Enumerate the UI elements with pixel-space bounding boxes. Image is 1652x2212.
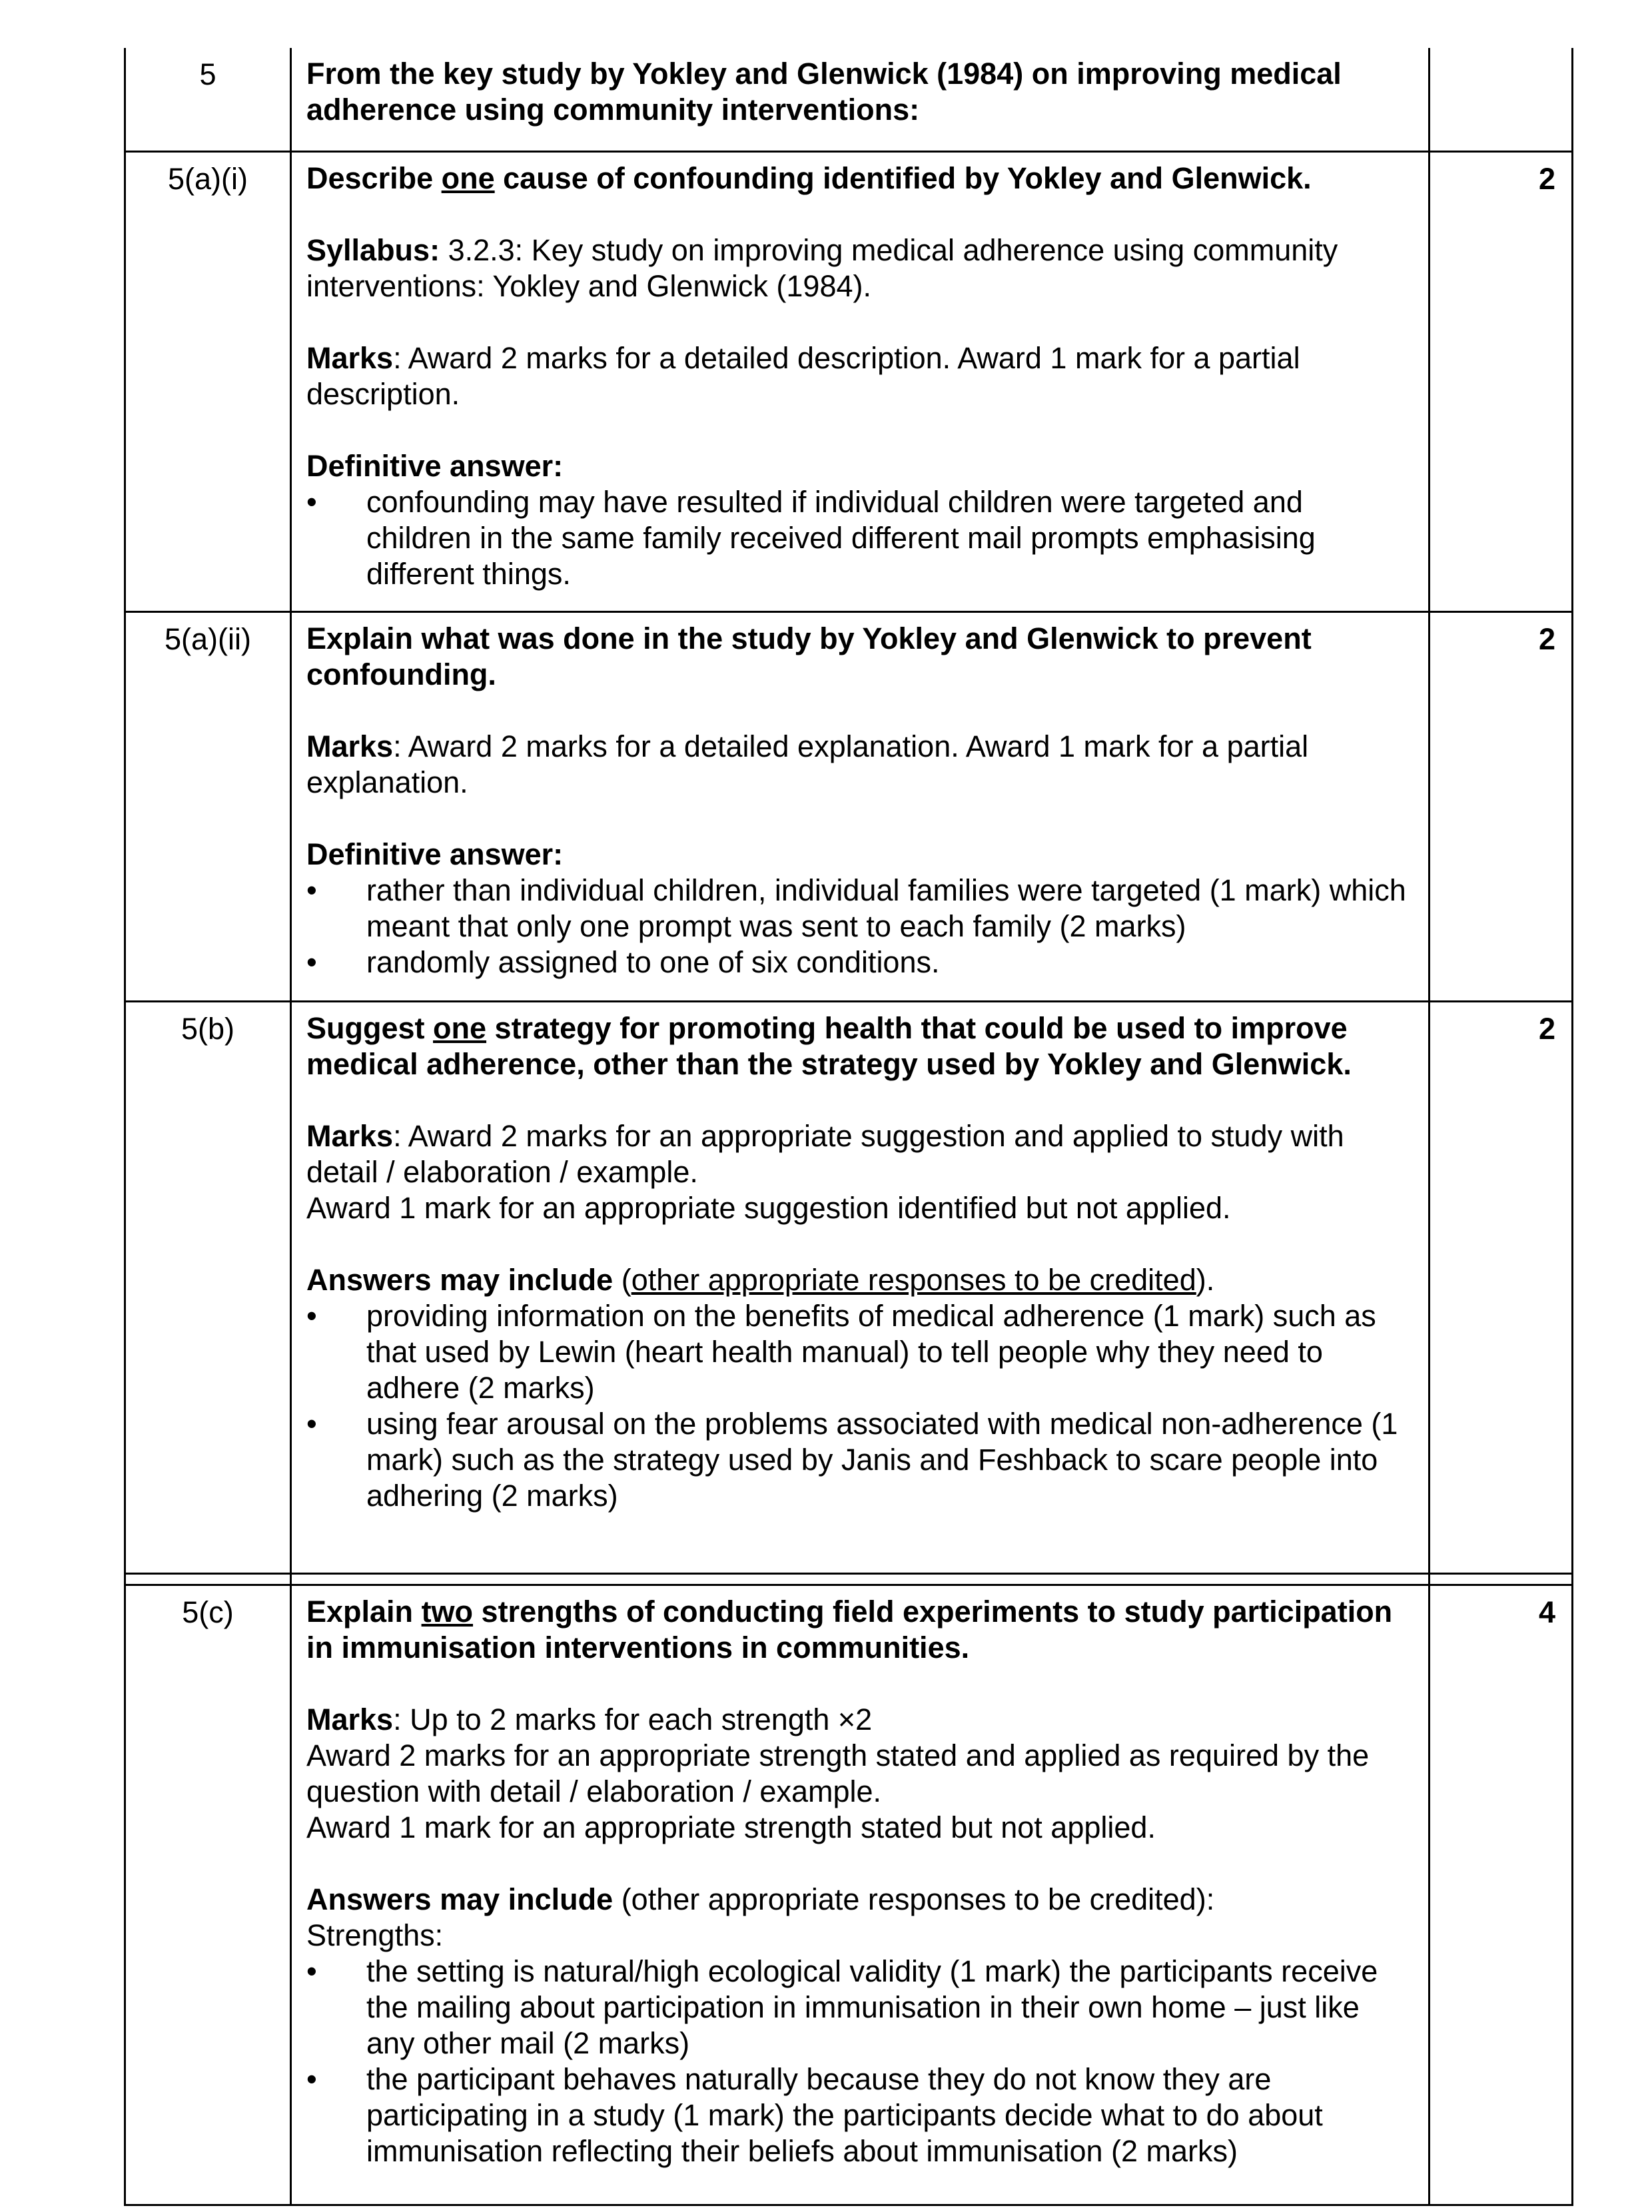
answer-list: [306, 873, 1412, 980]
question-number: 5: [125, 48, 291, 152]
marks-guidance: Marks: Award 2 marks for a detailed explanation. Award 1 mark for a partial explanation.: [306, 729, 1309, 799]
question-text: Explain what was done in the study by Yokley and Glenwick to prevent confounding.: [306, 621, 1312, 691]
marks-guidance: Marks: Up to 2 marks for each strength ×2: [306, 1702, 873, 1736]
mark-scheme-table: [124, 48, 1573, 2206]
table-row-5c: [125, 1585, 1573, 2205]
list-item: • using fear arousal on the problems associated with medical non-adherence (1 mark) such as the strategy used by Janis and Feshback to scare people into adhering (2 marks): [306, 1407, 1398, 1513]
question-number: 5(a)(ii): [125, 612, 291, 1002]
marks-value: 2: [1430, 152, 1573, 612]
question-number: 5(b): [125, 1002, 291, 1574]
table-row-5aii: [125, 612, 1573, 1002]
marks-value: [1430, 48, 1573, 152]
question-number: 5(c): [125, 1585, 291, 2205]
strengths-heading: Strengths:: [306, 1918, 444, 1952]
question-stem-cell: [291, 48, 1430, 152]
question-text: Suggest one strategy for promoting health that could be used to improve medical adherence, other than the strategy used by Yokley and Glenwick.: [306, 1011, 1352, 1081]
answer-heading: Definitive answer:: [306, 449, 564, 483]
list-item: • providing information on the benefits of medical adherence (1 mark) such as that used by Lewin (heart health manual) to tell people why they need to adhere (2 marks): [306, 1299, 1376, 1405]
answer-heading: Answers may include (other appropriate responses to be credited):: [306, 1882, 1215, 1916]
answer-list: [306, 1954, 1412, 2169]
marks-value: 4: [1430, 1585, 1573, 2205]
answer-list: [306, 484, 1412, 592]
marks-value: 2: [1430, 612, 1573, 1002]
answer-heading: Definitive answer:: [306, 837, 564, 871]
marks-guidance: Marks: Award 2 marks for a detailed description. Award 1 mark for a partial description.: [306, 341, 1300, 411]
list-item: • the participant behaves naturally because they do not know they are participating in a study (1 mark) the participants decide what to do about immunisation reflecting their beliefs about immunisation (2 marks): [306, 2062, 1323, 2168]
question-content-cell: [291, 612, 1430, 1002]
question-content-cell: [291, 1002, 1430, 1574]
answer-list: [306, 1298, 1412, 1514]
marks-guidance-line: Award 1 mark for an appropriate suggestion identified but not applied.: [306, 1191, 1231, 1225]
question-stem: From the key study by Yokley and Glenwick (1984) on improving medical adherence using community interventions:: [306, 57, 1342, 127]
syllabus-line: Syllabus: 3.2.3: Key study on improving medical adherence using community interventions: Yokley and Glenwick (1984).: [306, 233, 1338, 303]
question-text: Describe one cause of confounding identified by Yokley and Glenwick.: [306, 161, 1312, 195]
marks-guidance: Marks: Award 2 marks for an appropriate suggestion and applied to study with detail / elaboration / example.: [306, 1119, 1344, 1189]
table-row-5: [125, 48, 1573, 152]
marks-value: 2: [1430, 1002, 1573, 1574]
list-item: • the setting is natural/high ecological validity (1 mark) the participants receive the mailing about participation in immunisation in their own home – just like any other mail (2 marks): [306, 1954, 1378, 2060]
marks-guidance-line: Award 1 mark for an appropriate strength stated but not applied.: [306, 1810, 1156, 1844]
list-item: • rather than individual children, individual families were targeted (1 mark) which meant that only one prompt was sent to each family (2 marks): [306, 873, 1406, 943]
question-number: 5(a)(i): [125, 152, 291, 612]
marks-guidance-line: Award 2 marks for an appropriate strength stated and applied as required by the question with detail / elaboration / example.: [306, 1738, 1370, 1808]
question-content-cell: [291, 152, 1430, 612]
question-content-cell: [291, 1585, 1430, 2205]
row-separator: [125, 1574, 1573, 1585]
list-item: • randomly assigned to one of six conditions.: [306, 945, 940, 979]
table-row-5ai: [125, 152, 1573, 612]
question-text: Explain two strengths of conducting field experiments to study participation in immunisation interventions in communities.: [306, 1595, 1393, 1664]
answer-heading: Answers may include (other appropriate responses to be credited).: [306, 1263, 1215, 1297]
table-row-5b: [125, 1002, 1573, 1574]
list-item: • confounding may have resulted if individual children were targeted and children in the same family received different mail prompts emphasising different things.: [306, 485, 1316, 591]
